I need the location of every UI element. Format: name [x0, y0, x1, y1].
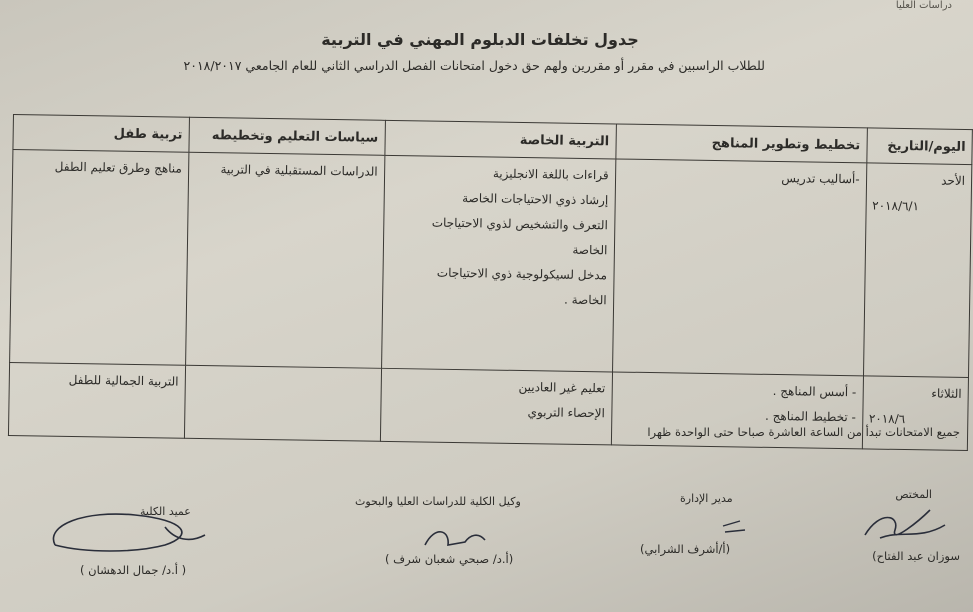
- course-item: - تخطيط المناهج .: [764, 409, 857, 425]
- course-item: - أسس المناهج .: [772, 384, 857, 400]
- course-item: التعرف والتشخيص لذوي الاحتياجات: [431, 215, 608, 233]
- header-education-policy: سياسات التعليم وتخطيطه: [189, 117, 385, 155]
- day-date-cell: [862, 376, 969, 450]
- course-item: الدراسات المستقبلية في التربية: [220, 162, 378, 179]
- course-item: -أساليب تدريس: [781, 171, 860, 187]
- child-cell: [10, 150, 189, 366]
- exam-time-note: جميع الامتحانات تبدأ من الساعة العاشرة صباحا حتى الواحدة ظهرا: [647, 425, 960, 439]
- day-label: الثلاثاء: [931, 386, 962, 402]
- course-item: الخاصة .: [563, 292, 607, 308]
- date-label: ٢٠١٨/٦: [868, 411, 906, 427]
- schedule-table: [8, 114, 973, 451]
- course-item: مدخل لسيكولوجية ذوي الاحتياجات: [436, 265, 608, 283]
- signature-mark: [420, 520, 500, 560]
- signature-mark: [45, 505, 215, 560]
- course-item: قراءات باللغة الانجليزية: [492, 166, 609, 183]
- course-item: التربية الجمالية للطفل: [68, 373, 179, 389]
- day-label: الأحد: [941, 173, 966, 188]
- signatory-name: ( أ.د/ جمال الدهشان ): [80, 563, 187, 577]
- course-item: الخاصة: [572, 242, 608, 258]
- table-row: [10, 150, 972, 378]
- date-label: ٢٠١٨/٦/١: [872, 198, 920, 214]
- signature-mark: [720, 518, 750, 538]
- course-item: تعليم غير العاديين: [518, 380, 606, 396]
- child-cell: [8, 363, 185, 439]
- signatory-role: مدير الإدارة: [680, 492, 733, 505]
- signatory-name: (أ.د/ صبحي شعبان شرف ): [385, 552, 514, 566]
- signature-mark: [860, 500, 950, 550]
- signatory-role: المختص: [895, 488, 932, 501]
- header-curriculum: تخطيط وتطوير المناهج: [615, 124, 867, 163]
- header-child-education: تربية طفل: [13, 115, 189, 153]
- policy-cell: [184, 365, 381, 441]
- signatory-name: سوزان عبد الفتاح): [872, 549, 960, 563]
- corner-label: دراسات العليا: [895, 0, 952, 11]
- header-special-education: التربية الخاصة: [384, 120, 615, 159]
- curriculum-cell: [612, 159, 866, 376]
- day-date-cell: [863, 163, 972, 378]
- signatory-name: (أ/أشرف الشرابي): [640, 542, 731, 556]
- signatory-role: عميد الكلية: [140, 505, 191, 518]
- special-ed-cell: [380, 369, 612, 445]
- course-item: الإحصاء التربوي: [527, 405, 605, 421]
- course-item: إرشاد ذوي الاحتياجات الخاصة: [462, 191, 609, 208]
- special-ed-cell: [381, 155, 615, 372]
- header-day-date: اليوم/التاريخ: [866, 128, 972, 165]
- course-item: مناهج وطرق تعليم الطفل: [54, 159, 183, 176]
- signatory-role: وكيل الكلية للدراسات العليا والبحوث: [355, 495, 521, 508]
- subtitle-line: للطلاب الراسبين في مقرر أو مقررين ولهم حق دخول امتحانات الفصل الدراسي الثاني للعام الجامعي ٢٠١٨/٢٠١٧: [183, 58, 765, 73]
- document-title: جدول تخلفات الدبلوم المهني في التربية: [321, 30, 639, 49]
- policy-cell: [185, 152, 384, 368]
